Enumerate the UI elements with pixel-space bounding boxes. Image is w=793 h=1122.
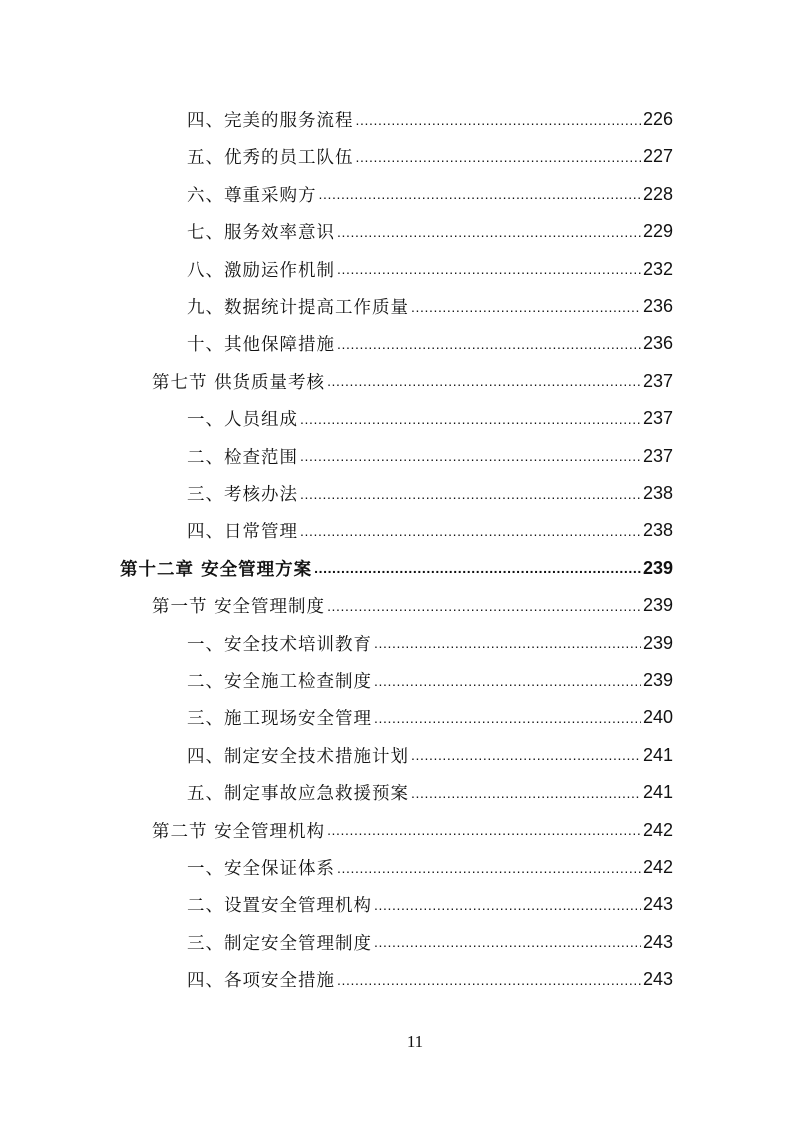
toc-entry-page: 236 bbox=[642, 333, 673, 354]
toc-item-entry[interactable] bbox=[187, 213, 673, 250]
toc-entry-title: 四、完美的服务流程 bbox=[187, 111, 354, 131]
toc-entry-title: 第十二章 安全管理方案 bbox=[120, 559, 313, 580]
toc-item-entry[interactable] bbox=[187, 625, 673, 662]
dot-leader bbox=[337, 971, 641, 989]
dot-leader bbox=[374, 896, 641, 914]
toc-entry-title: 五、优秀的员工队伍 bbox=[187, 148, 354, 169]
dot-leader bbox=[300, 485, 641, 503]
dot-leader bbox=[374, 933, 641, 951]
toc-item-entry[interactable] bbox=[187, 849, 673, 886]
toc-entry-page: 239 bbox=[642, 632, 673, 653]
toc-entry-page: 238 bbox=[642, 520, 673, 541]
toc-item-entry[interactable] bbox=[187, 774, 673, 811]
toc-entry-page: 237 bbox=[642, 408, 673, 429]
toc-entry-title: 四、日常管理 bbox=[187, 522, 298, 543]
toc-section-entry[interactable] bbox=[152, 363, 673, 400]
toc-entry-page: 241 bbox=[642, 744, 673, 765]
toc-chapter-entry[interactable] bbox=[120, 550, 673, 587]
toc-item-entry[interactable] bbox=[187, 438, 673, 475]
dot-leader bbox=[337, 859, 641, 877]
dot-leader bbox=[327, 821, 641, 839]
toc-entry-title: 三、施工现场安全管理 bbox=[187, 709, 372, 730]
dot-leader bbox=[411, 746, 641, 764]
toc-entry-page: 227 bbox=[642, 146, 673, 167]
toc-entry-page: 232 bbox=[642, 258, 673, 279]
toc-item-entry[interactable] bbox=[187, 288, 673, 325]
dot-leader bbox=[327, 597, 641, 615]
dot-leader bbox=[300, 447, 641, 465]
toc-entry-title: 八、激励运作机制 bbox=[187, 260, 335, 281]
toc-entry-title: 一、安全技术培训教育 bbox=[187, 634, 372, 655]
toc-entry-title: 六、尊重采购方 bbox=[187, 185, 317, 206]
toc-entry-page: 242 bbox=[642, 819, 673, 840]
toc-entry-title: 二、设置安全管理机构 bbox=[187, 896, 372, 917]
toc-item-entry[interactable] bbox=[187, 699, 673, 736]
toc-entry-title: 二、安全施工检查制度 bbox=[187, 672, 372, 692]
toc-entry-page: 229 bbox=[642, 221, 673, 242]
dot-leader bbox=[314, 559, 641, 577]
toc-entry-title: 一、人员组成 bbox=[187, 410, 298, 431]
toc-entry-title: 十、其他保障措施 bbox=[187, 335, 335, 356]
toc-item-entry[interactable] bbox=[187, 101, 673, 138]
toc-entry-page: 238 bbox=[642, 483, 673, 503]
toc-entry-page: 240 bbox=[642, 707, 673, 728]
toc-item-entry[interactable] bbox=[187, 138, 673, 175]
toc-entry-page: 239 bbox=[642, 595, 673, 616]
toc-entry-page: 237 bbox=[642, 370, 673, 391]
dot-leader bbox=[337, 260, 641, 278]
dot-leader bbox=[374, 709, 641, 727]
toc-item-entry[interactable] bbox=[187, 400, 673, 437]
toc-entry-title: 第二节 安全管理机构 bbox=[152, 821, 326, 842]
page-number: 11 bbox=[406, 1032, 424, 1051]
toc-section-entry[interactable] bbox=[152, 587, 673, 624]
toc-entry-title: 三、制定安全管理制度 bbox=[187, 933, 372, 954]
toc-entry-page: 241 bbox=[642, 782, 673, 803]
toc-entry-title: 第一节 安全管理制度 bbox=[152, 597, 326, 618]
toc-entry-title: 四、各项安全措施 bbox=[187, 971, 335, 992]
toc-entry-page: 243 bbox=[642, 969, 673, 990]
dot-leader bbox=[300, 410, 641, 428]
toc-item-entry[interactable] bbox=[187, 512, 673, 549]
dot-leader bbox=[356, 148, 641, 166]
toc-entry-title: 三、考核办法 bbox=[187, 485, 298, 505]
toc-entry-page: 242 bbox=[642, 857, 673, 877]
dot-leader bbox=[337, 335, 641, 353]
toc-item-entry[interactable] bbox=[187, 251, 673, 288]
toc-entry-page: 239 bbox=[642, 670, 673, 690]
toc-entry-page: 243 bbox=[642, 894, 673, 915]
toc-item-entry[interactable] bbox=[187, 737, 673, 774]
toc-item-entry[interactable] bbox=[187, 662, 673, 699]
toc-entry-title: 五、制定事故应急救援预案 bbox=[187, 784, 409, 805]
toc-item-entry[interactable] bbox=[187, 176, 673, 213]
dot-leader bbox=[374, 634, 641, 652]
toc-item-entry[interactable] bbox=[187, 961, 673, 998]
toc-entry-title: 二、检查范围 bbox=[187, 447, 298, 468]
toc-entry-title: 九、数据统计提高工作质量 bbox=[187, 298, 409, 318]
dot-leader bbox=[374, 672, 641, 690]
dot-leader bbox=[411, 298, 641, 316]
toc-entry-page: 243 bbox=[642, 931, 673, 952]
toc-entry-page: 226 bbox=[642, 109, 673, 129]
toc-entry-page: 237 bbox=[642, 445, 673, 466]
dot-leader bbox=[356, 111, 641, 129]
toc-entry-page: 239 bbox=[642, 557, 673, 578]
dot-leader bbox=[337, 223, 641, 241]
toc-entry-title: 七、服务效率意识 bbox=[187, 223, 335, 244]
toc-item-entry[interactable] bbox=[187, 924, 673, 961]
toc-item-entry[interactable] bbox=[187, 886, 673, 923]
dot-leader bbox=[411, 784, 641, 802]
toc-entry-page: 236 bbox=[642, 296, 673, 316]
toc-entry-title: 四、制定安全技术措施计划 bbox=[187, 746, 409, 767]
dot-leader bbox=[300, 522, 641, 540]
toc-item-entry[interactable] bbox=[187, 475, 673, 512]
toc-entry-title: 第七节 供货质量考核 bbox=[152, 372, 326, 393]
dot-leader bbox=[319, 185, 641, 203]
toc-section-entry[interactable] bbox=[152, 812, 673, 849]
toc-item-entry[interactable] bbox=[187, 325, 673, 362]
dot-leader bbox=[327, 372, 641, 390]
toc-entry-title: 一、安全保证体系 bbox=[187, 859, 335, 879]
toc-entry-page: 228 bbox=[642, 183, 673, 204]
